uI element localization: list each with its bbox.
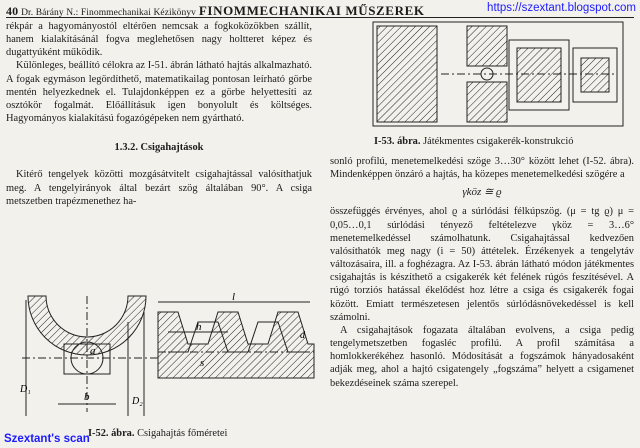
figure-i52-drawing [18,292,318,424]
figure-i53-caption [374,136,573,147]
label-s: s [200,357,205,369]
figure-i53-title: Játékmentes csigakerék-konstrukció [423,136,574,147]
label-b: b [84,391,90,403]
blog-url-link[interactable]: https://szextant.blogspot.com [487,2,636,14]
figure-i52-number: I-52. ábra. [88,428,135,439]
left-column [6,20,312,208]
label-d: d [300,330,305,341]
label-h: h [196,321,202,333]
right-paragraph-1: sonló profilú, menetemelkedési szöge 3…30° között lehet (I-52. ábra). Mindenképpen önzáró a hajtás, ha közepes menetemelkedési szögére a [330,156,634,181]
scan-credit: Szextant's scan [4,433,90,445]
left-paragraph-1: rékpár a hagyományostól eltérően nemcsak a fogkoközökben szállít, hanem kialakításánál fogva meglehetősen nagy holtteret képez és dugattyúként működik. [6,21,312,59]
figure-i53-drawing [367,18,629,132]
equation: γköz ≅ ϱ [462,186,502,199]
book-title: FINOMMECHANIKAI MŰSZEREK [198,3,425,18]
label-a: a [90,345,96,357]
label-d2: D₂ [132,396,143,407]
label-l: l [232,292,236,303]
right-column [330,155,634,390]
author-book: Dr. Bárány N.: Finommechanikai Kézikönyv [21,8,197,18]
label-d1: D₁ [20,384,31,395]
figure-i52-caption [88,428,227,439]
right-paragraph-3: A csigahajtások fogazata általában evolvens, a csiga pedig tengelymetszetben fogasléc profilú. A profil számítása a homlokkerékéhez hasonló. Módosítását a fogszámok hányadosaként adják meg, ahol a hajtó csigatengely „fogszáma” helyett a csigamenet bekezdéseinek száma szerepel. [330,324,634,389]
page-number: 40 [6,4,19,18]
figure-i53-number: I-53. ábra. [374,136,421,147]
section-title: 1.3.2. Csigahajtások [114,142,204,154]
figure-i52-title: Csigahajtás főméretei [137,428,228,439]
left-paragraph-3: Kitérő tengelyek közötti mozgásátvitelt csigahajtással valósíthatjuk meg. A tengelyirányok által bezárt szög általában 90°. A csiga metszetben trapézmenethez ha- [6,169,312,207]
left-paragraph-2: Különleges, beállító célokra az I-51. ábrán látható hajtás alkalmazható. A fogak egymáson legördíthető, matematikailag pontosan leírható görbe mentén helyezkednek el. Tulajdonképpen ez a görbe helyettesíti az osztókör fogalmát. Előállításuk igen bonyolult és költséges. Hagyományos kialakítású fogazógépeken nem gyártható. [6,60,312,125]
right-paragraph-2: összefüggés érvényes, ahol ϱ a súrlódási félkúpszög. (μ = tg ϱ) μ = 0,05…0,1 súrlódási tényező feltételezve γköz = 3…6° menetemelkedéssel számolhatunk. Csigahajtással kedvezően valósíthatók meg nagy (i = 50) áttételek. Érzékenyek a tengelytáv változásaira, ill. a foghézagra. Az I-53. ábrán látható módon játékmentes csigahajtás is készíthető a csigakerék két felének rúgós feszítésével. A rúgó torziós hatással ékelődést hoz létre a csiga és csigakerék fogai között. Emiatt természetesen jelentős súrlódásnövekedéssel is kell számolni. [330,206,634,323]
